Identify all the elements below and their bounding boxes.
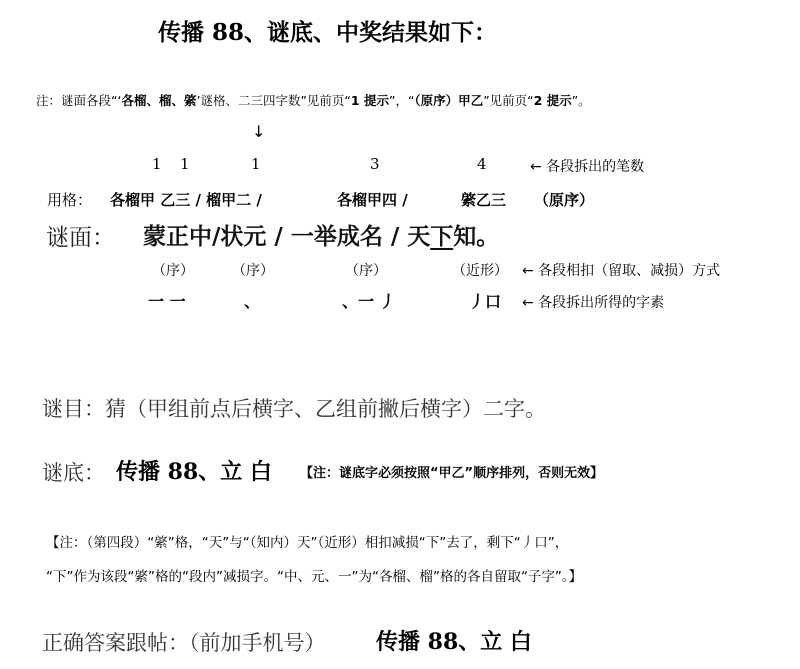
stroke-count-1: 1	[152, 155, 162, 173]
element-3: 、一 丿	[342, 292, 396, 311]
explanation-line-2: “下”作为该段“綮”格的“段内”减损字。“中、元、一”为“各榴、榴”格的各自留取“子字”。】	[46, 569, 583, 585]
explanation-line-1: 【注：（第四段）“綮”格，“天”与“（知内）天”（近形）相扣减损“下”去了，剩下“丿口”，	[46, 535, 569, 551]
method-hint: ← 各段相扣（留取、减损）方式	[522, 263, 721, 279]
yongge-label: 用格：	[47, 191, 93, 209]
method-2: （序）	[232, 263, 274, 279]
stroke-count-2: 1	[180, 155, 190, 173]
method-3: （序）	[345, 263, 387, 279]
note-reference: 注：谜面各段“‘各榴、榴、綮’谜格、二三四字数”见前页“1 提示”，“（原序）甲乙”见前页“2 提示”。	[36, 93, 591, 108]
riddle-answer: 传播 88、立 白	[116, 459, 272, 485]
yongge-group-2: 各榴甲四 /	[337, 191, 408, 209]
element-2: 、	[244, 292, 261, 311]
yongge-group-3: 綮乙三	[461, 191, 507, 209]
reply-answer-label: 正确答案跟帖：（前加手机号）	[42, 631, 326, 655]
element-1: 一 一	[148, 292, 186, 311]
stroke-count-hint: ← 各段拆出的笔数	[530, 159, 645, 175]
reply-answer-value: 传播 88、立 白	[376, 629, 532, 655]
riddle-answer-note: 【注：谜底字必须按照“甲乙”顺序排列，否则无效】	[300, 466, 604, 481]
riddle-face-label: 谜面：	[46, 225, 115, 251]
yongge-group-4: （原序）	[534, 191, 595, 209]
riddle-face-text: 蒙正中/状元 / 一举成名 / 天下知。	[143, 224, 500, 250]
down-arrow-icon: ↓	[252, 122, 266, 141]
page-title: 传播 88、谜底、中奖结果如下：	[158, 19, 498, 46]
stroke-count-3: 1	[251, 155, 261, 173]
riddle-target: 谜目：猜（甲组前点后横字、乙组前撇后横字）二字。	[42, 397, 546, 421]
element-4: 丿口	[469, 292, 502, 311]
method-4: （近形）	[452, 263, 508, 279]
yongge-group-1: 各榴甲 乙三 / 榴甲二 /	[110, 191, 262, 209]
riddle-answer-label: 谜底：	[42, 461, 105, 485]
element-hint: ← 各段拆出所得的字素	[522, 295, 665, 311]
stroke-count-4: 3	[370, 155, 380, 173]
stroke-count-5: 4	[477, 155, 487, 173]
method-1: （序）	[152, 263, 194, 279]
